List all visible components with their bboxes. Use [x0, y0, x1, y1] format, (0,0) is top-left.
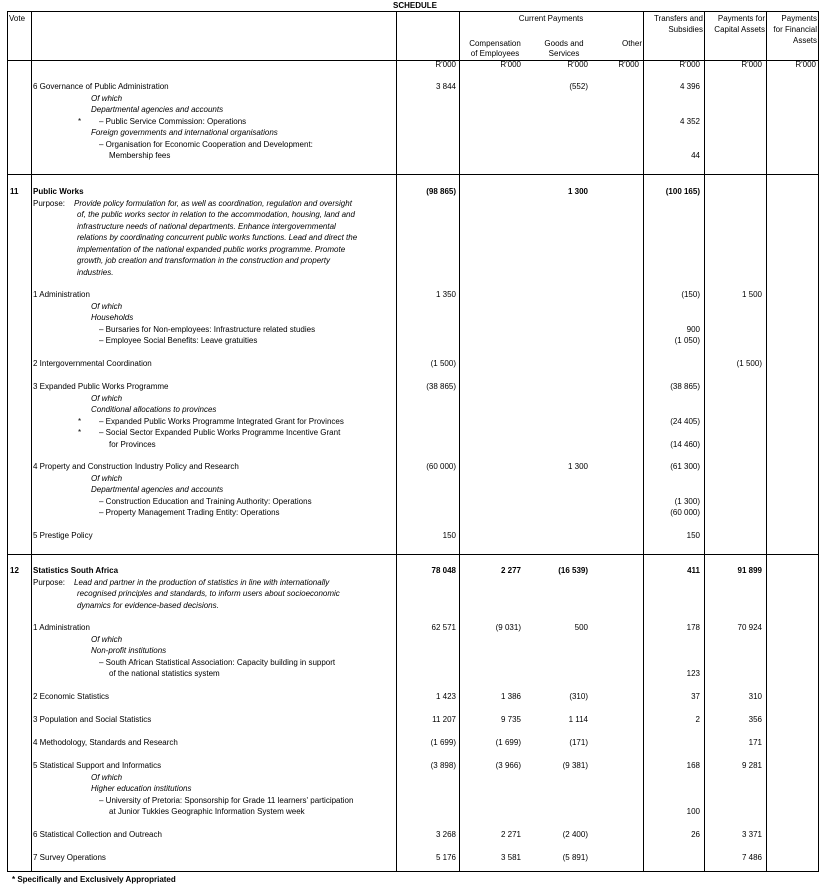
programme-name: 5 Prestige Policy [33, 531, 93, 540]
programme-name: 2 Intergovernmental Coordination [33, 359, 152, 368]
item-detail: – Organisation for Economic Cooperation and Development: [99, 139, 313, 149]
item-category: Of which [91, 772, 123, 782]
item-category: Of which [91, 634, 123, 644]
item-category: Of which [91, 93, 123, 103]
value-goods: 1 300 [567, 187, 588, 196]
value-comp: 1 386 [500, 692, 521, 701]
unit-transfers: R'000 [679, 60, 700, 69]
page-title: SCHEDULE [392, 1, 437, 10]
header-compensation-1: Compensation [469, 39, 521, 48]
value-capital: 3 371 [741, 830, 762, 839]
col-line-capital [766, 11, 767, 872]
unit-goods: R'000 [567, 60, 588, 69]
item-category: implementation of the national expanded public works programme. Promote [77, 244, 346, 254]
header-other: Other [621, 39, 642, 48]
value-transfers: 411 [687, 566, 700, 575]
value-goods: (9 381) [562, 761, 588, 770]
unit-capital: R'000 [741, 60, 762, 69]
item-category: infrastructure needs of national departments. Enhance intergovernmental [77, 221, 336, 231]
value-transfers: 168 [686, 761, 700, 770]
item-detail: – Property Management Trading Entity: Operations [99, 508, 280, 517]
unit-total: R'000 [435, 60, 456, 69]
value-transfers: 2 [695, 715, 700, 724]
item-detail: – University of Pretoria: Sponsorship for Grade 11 learners' participation [99, 795, 354, 805]
header-compensation-2: of Employees [470, 49, 520, 58]
item-detail: Membership fees [109, 151, 171, 160]
value-transfers: (1 300) [674, 496, 700, 506]
value-total: 150 [442, 531, 456, 540]
header-goods-2: Services [548, 49, 580, 58]
value-transfers: (61 300) [670, 462, 700, 471]
value-capital: 9 281 [741, 761, 762, 770]
header-goods-1: Goods and [544, 39, 584, 48]
item-detail: for Provinces [109, 439, 156, 449]
programme-name: 7 Survey Operations [33, 853, 106, 862]
value-total: (60 000) [426, 462, 456, 471]
value-comp: 2 271 [500, 830, 521, 839]
item-detail: – Construction Education and Training Authority: Operations [99, 496, 312, 506]
header-financial-2: for Financial [773, 25, 817, 34]
item-category: relations by coordinating concurrent public works functions. Lead and direct the [77, 233, 358, 242]
value-transfers: (14 460) [670, 439, 700, 449]
value-capital: 7 486 [741, 853, 762, 862]
item-detail: – Employee Social Benefits: Leave gratuities [99, 336, 258, 345]
item-category: of, the public works sector in relation to the accommodation, housing, land and [77, 210, 355, 219]
value-transfers: 26 [691, 830, 700, 839]
item-category: Of which [91, 393, 123, 403]
programme-name: 1 Administration [33, 623, 90, 632]
value-goods: (310) [569, 692, 588, 701]
value-comp: 3 581 [500, 853, 521, 862]
value-goods: 1 300 [567, 462, 588, 471]
value-total: 5 176 [435, 853, 456, 862]
value-total: (3 898) [430, 761, 456, 770]
value-total: 3 844 [435, 82, 456, 91]
item-detail: – Expanded Public Works Programme Integrated Grant for Provinces [99, 416, 344, 426]
item-category: Conditional allocations to provinces [91, 405, 217, 414]
item-category: dynamics for evidence-based decisions. [77, 600, 219, 610]
item-category: Higher education institutions [91, 784, 192, 793]
value-total: 3 268 [435, 830, 456, 839]
value-goods: (5 891) [562, 853, 588, 862]
item-detail: at Junior Tukkies Geographic Information System week [109, 807, 305, 816]
value-comp: 9 735 [500, 715, 521, 724]
value-capital: 70 924 [737, 623, 762, 632]
item-category: Of which [91, 301, 123, 311]
value-capital: 310 [748, 692, 762, 701]
purpose-label: Purpose: [33, 577, 66, 587]
item-category: Foreign governments and international organisations [91, 128, 278, 137]
item-detail: – Public Service Commission: Operations [99, 116, 247, 126]
header-transfers-1: Transfers and [653, 14, 703, 23]
value-transfers: 4 396 [679, 82, 700, 91]
item-detail: – South African Statistical Association: Capacity building in support [99, 657, 336, 667]
value-transfers: 900 [686, 324, 700, 334]
programme-name: 1 Administration [33, 290, 90, 299]
value-capital: (1 500) [736, 359, 762, 368]
programme-name: 6 Governance of Public Administration [33, 82, 169, 91]
section-divider-12 [7, 554, 819, 555]
item-category: recognised principles and standards, to inform users about socioeconomic [77, 589, 340, 598]
value-transfers: 37 [691, 692, 700, 701]
vote-number: 12 [10, 566, 19, 575]
purpose-label: Purpose: [33, 198, 66, 208]
value-transfers: 178 [686, 623, 700, 632]
programme-name: 4 Methodology, Standards and Research [33, 738, 178, 747]
purpose-text: Lead and partner in the production of statistics in line with internationally [74, 577, 330, 587]
value-goods: 500 [574, 623, 588, 632]
item-category: Households [91, 313, 134, 322]
programme-name: 4 Property and Construction Industry Policy and Research [33, 462, 239, 471]
item-category: Departmental agencies and accounts [91, 105, 224, 114]
value-comp: 2 277 [500, 566, 521, 575]
unit-compensation: R'000 [500, 60, 521, 69]
value-total: (1 699) [430, 738, 456, 747]
vote-title: Statistics South Africa [33, 566, 119, 575]
section-divider-11 [7, 174, 819, 175]
value-transfers: 123 [686, 669, 700, 678]
value-capital: 356 [748, 715, 762, 724]
programme-name: 3 Population and Social Statistics [33, 715, 152, 724]
value-goods: (16 539) [558, 566, 588, 575]
value-capital: 91 899 [737, 566, 762, 575]
value-transfers: (150) [681, 290, 700, 299]
value-total: (38 865) [426, 382, 456, 391]
value-transfers: (24 405) [670, 416, 700, 426]
appropriation-marker: * [78, 416, 82, 426]
value-total: (98 865) [426, 187, 456, 196]
value-total: (1 500) [430, 359, 456, 368]
programme-name: 6 Statistical Collection and Outreach [33, 830, 162, 839]
appropriation-marker: * [78, 116, 82, 126]
value-transfers: (60 000) [670, 508, 700, 517]
value-goods: (2 400) [562, 830, 588, 839]
value-transfers: 100 [686, 807, 700, 816]
vote-title: Public Works [33, 187, 84, 196]
unit-financial: R'000 [795, 60, 816, 69]
item-category: Of which [91, 473, 123, 483]
value-transfers: 44 [691, 151, 700, 160]
value-total: 11 207 [432, 715, 456, 724]
value-transfers: 150 [686, 531, 700, 540]
value-goods: 1 114 [568, 715, 588, 724]
value-total: 1 423 [435, 692, 456, 701]
value-capital: 171 [748, 738, 762, 747]
value-goods: (552) [569, 82, 588, 91]
purpose-text: Provide policy formulation for, as well as coordination, regulation and oversight [74, 198, 352, 208]
value-total: 62 571 [431, 623, 456, 632]
header-capital-2: Capital Assets [714, 25, 765, 34]
vote-number: 11 [10, 187, 19, 196]
value-comp: (1 699) [495, 738, 521, 747]
item-category: industries. [77, 267, 114, 277]
item-category: Non-profit institutions [91, 646, 167, 655]
value-transfers: (1 050) [674, 336, 700, 345]
programme-name: 3 Expanded Public Works Programme [33, 382, 169, 391]
header-vote: Vote [9, 14, 26, 23]
header-capital-1: Payments for [717, 14, 765, 23]
unit-other: R'000 [618, 60, 639, 69]
programme-name: 5 Statistical Support and Informatics [33, 761, 162, 770]
value-total: 1 350 [435, 290, 456, 299]
header-transfers-2: Subsidies [668, 25, 703, 34]
programme-name: 2 Economic Statistics [33, 692, 110, 701]
value-comp: (9 031) [495, 623, 521, 632]
col-line-vote [31, 11, 32, 872]
item-category: growth, job creation and transformation in the construction and property [77, 256, 331, 265]
appropriation-marker: * [78, 428, 82, 437]
item-detail: – Social Sector Expanded Public Works Programme Incentive Grant [99, 428, 341, 437]
header-current-payments: Current Payments [518, 14, 584, 23]
header-financial-1: Payments [781, 14, 817, 23]
value-total: 78 048 [431, 566, 456, 575]
value-transfers: 4 352 [679, 116, 700, 126]
value-transfers: (100 165) [665, 187, 700, 196]
item-detail: – Bursaries for Non-employees: Infrastructure related studies [99, 324, 316, 334]
item-detail: of the national statistics system [109, 669, 220, 678]
value-capital: 1 500 [741, 290, 762, 299]
value-transfers: (38 865) [670, 382, 700, 391]
item-category: Departmental agencies and accounts [91, 485, 224, 494]
value-comp: (3 966) [495, 761, 521, 770]
footnote: * Specifically and Exclusively Appropriated [12, 875, 176, 884]
value-goods: (171) [569, 738, 588, 747]
header-financial-3: Assets [792, 36, 817, 45]
